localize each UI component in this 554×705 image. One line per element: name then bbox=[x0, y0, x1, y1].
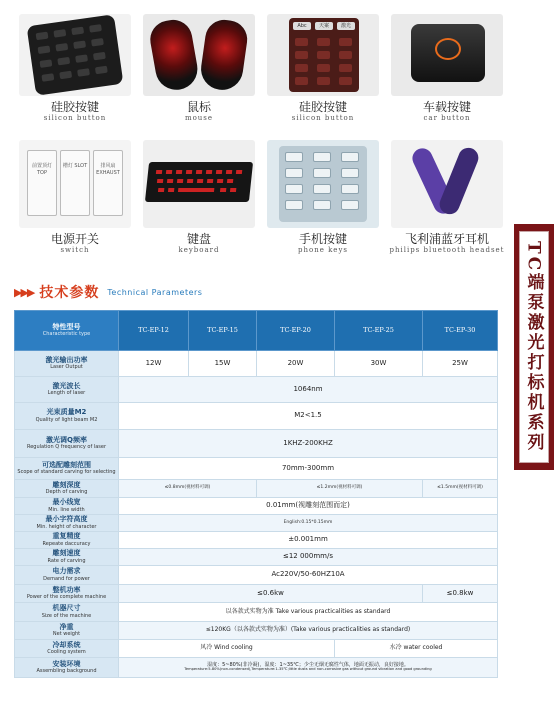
power-value: 12W bbox=[119, 351, 189, 377]
depth-value: ≤0.8mm(视材料可调) bbox=[119, 480, 257, 498]
model-cell: TC-EP-30 bbox=[423, 311, 498, 351]
car-button-photo bbox=[391, 14, 503, 96]
model-cell: TC-EP-20 bbox=[257, 311, 335, 351]
row-label: 激光调Q频率 Regulation Q frequency of laser bbox=[15, 430, 119, 458]
mouse-photo bbox=[143, 14, 255, 96]
row-label: 整机功率 Power of the complete machine bbox=[15, 585, 119, 603]
spec-row-min-width bbox=[15, 498, 498, 515]
spec-row-power bbox=[15, 351, 498, 377]
spec-row-quality bbox=[15, 403, 498, 430]
spec-table bbox=[14, 310, 498, 678]
spec-row-size bbox=[15, 603, 498, 622]
product-name-en: silicon button bbox=[291, 114, 355, 122]
row-label: 光束质量M2 Quality of light beam M2 bbox=[15, 403, 119, 430]
row-label: 雕刻速度 Rate of carving bbox=[15, 549, 119, 566]
headset-photo bbox=[391, 140, 503, 228]
product-name-cn: 鼠标 bbox=[186, 100, 211, 114]
switch-label-top: 前置顶灯 TOP bbox=[31, 163, 52, 176]
keyboard-photo bbox=[143, 140, 255, 228]
model-cell: TC-EP-15 bbox=[189, 311, 257, 351]
speed-value: ≤12 000mm/s bbox=[119, 549, 498, 566]
spec-row-demand bbox=[15, 566, 498, 585]
weight-value: ≤120KG（以各款式实物为准）(Take various practicalities as standard) bbox=[119, 622, 498, 640]
product-name-cn: 硅胶按键 bbox=[298, 100, 347, 114]
gallery-row-1 bbox=[16, 14, 506, 132]
product-name-en: switch bbox=[60, 246, 90, 254]
product-headset bbox=[388, 140, 506, 270]
spec-row-repeat bbox=[15, 532, 498, 549]
product-name-cn: 手机按键 bbox=[298, 232, 347, 246]
spec-row-environment bbox=[15, 658, 498, 678]
spec-row-min-char bbox=[15, 515, 498, 532]
cooling-value: 风冷 Wind cooling bbox=[119, 640, 335, 658]
size-value: 以各款式实物为准 Take various practicalities as standard bbox=[119, 603, 498, 622]
product-name-cn: 飞利浦蓝牙耳机 bbox=[404, 232, 489, 246]
repeat-value: ±0.001mm bbox=[119, 532, 498, 549]
product-car-button bbox=[388, 14, 506, 132]
series-title: TC端泵激光打标机系列 bbox=[523, 240, 544, 454]
environment-line-cn: 湿度：5~80%(非冷凝)，温度：1~35℃；少尘无烟无腐性气体，地面无振动，良好接地。 bbox=[207, 661, 409, 668]
spec-row-frequency bbox=[15, 430, 498, 458]
series-side-tab bbox=[514, 224, 554, 470]
range-value: 70mm-300mm bbox=[119, 458, 498, 480]
power-value: 25W bbox=[423, 351, 498, 377]
product-keyboard bbox=[140, 140, 258, 270]
product-name-en: philips bluetooth headset bbox=[389, 246, 505, 254]
row-label: 最小字符高度 Min. height of character bbox=[15, 515, 119, 532]
product-gallery bbox=[16, 14, 506, 270]
product-name-en: car button bbox=[423, 114, 471, 122]
phone-keys-photo bbox=[267, 140, 379, 228]
silicon-button-photo bbox=[19, 14, 131, 96]
row-label: 可选配雕刻范围 Scope of standard carving for selecting bbox=[15, 458, 119, 480]
row-label: 安装环境 Assembling background bbox=[15, 658, 119, 678]
row-label: 重复精度 Repeate daccuracy bbox=[15, 532, 119, 549]
model-cell: TC-EP-12 bbox=[119, 311, 189, 351]
model-cell: TC-EP-25 bbox=[335, 311, 423, 351]
spec-row-range bbox=[15, 458, 498, 480]
power-value: 20W bbox=[257, 351, 335, 377]
product-name-cn: 车载按键 bbox=[422, 100, 471, 114]
frequency-value: 1KHZ-200KHZ bbox=[119, 430, 498, 458]
machine-power-value: ≤0.6kw bbox=[119, 585, 423, 603]
product-name-cn: 电源开关 bbox=[50, 232, 99, 246]
triple-arrow-icon: ▶▶▶ bbox=[14, 285, 34, 299]
product-silicon-button-black bbox=[16, 14, 134, 132]
cooling-value: 水冷 water cooled bbox=[335, 640, 498, 658]
min-char-value: English:0.15*0.15mm bbox=[119, 515, 498, 532]
fan-icon bbox=[435, 38, 461, 60]
product-name-en: silicon button bbox=[43, 114, 107, 122]
switch-label-exhaust: 排风扇 EXHAUST bbox=[96, 163, 120, 176]
silicon-button-photo: Abc 天案 激光 bbox=[267, 14, 379, 96]
section-title-en: Technical Parameters bbox=[107, 287, 203, 297]
row-label: 雕刻深度 Depth of carving bbox=[15, 480, 119, 498]
gallery-row-2 bbox=[16, 140, 506, 270]
switch-photo bbox=[19, 140, 131, 228]
switch-label-slot: 槽灯 SLOT bbox=[62, 163, 88, 169]
product-name-cn: 键盘 bbox=[186, 232, 211, 246]
min-width-value: 0.01mm(视雕刻范围而定) bbox=[119, 498, 498, 515]
product-silicon-button-red bbox=[264, 14, 382, 132]
header-label: 特性型号 Characteristic type bbox=[15, 311, 119, 351]
quality-value: M2<1.5 bbox=[119, 403, 498, 430]
power-value: 30W bbox=[335, 351, 423, 377]
product-switch bbox=[16, 140, 134, 270]
spec-header-row bbox=[15, 311, 498, 351]
row-label: 机器尺寸 Size of the machine bbox=[15, 603, 119, 622]
environment-value bbox=[119, 658, 498, 678]
depth-value: ≤1.2mm(视材料可调) bbox=[257, 480, 423, 498]
spec-row-depth bbox=[15, 480, 498, 498]
depth-value: ≤1.5mm(视材料可调) bbox=[423, 480, 498, 498]
row-label: 激光输出功率 Laser Output bbox=[15, 351, 119, 377]
environment-line-en: Temperature:5-80%(non-condensed),Temperature:1-35℃;little dusts and non-corrosive gas without ground vibration and good grounding bbox=[184, 667, 432, 672]
spec-row-weight bbox=[15, 622, 498, 640]
product-name-cn: 硅胶按键 bbox=[50, 100, 99, 114]
section-title-cn: 技术参数 bbox=[39, 285, 100, 301]
product-name-en: mouse bbox=[184, 114, 214, 122]
spec-row-wavelength bbox=[15, 377, 498, 403]
spec-table-wrap bbox=[14, 310, 497, 678]
section-header bbox=[14, 282, 494, 302]
spec-row-cooling bbox=[15, 640, 498, 658]
spec-row-machine-power bbox=[15, 585, 498, 603]
row-label: 最小线宽 Min. line width bbox=[15, 498, 119, 515]
row-label: 冷却系统 Cooling system bbox=[15, 640, 119, 658]
power-value: 15W bbox=[189, 351, 257, 377]
spec-row-speed bbox=[15, 549, 498, 566]
product-name-en: phone keys bbox=[297, 246, 348, 254]
product-mouse bbox=[140, 14, 258, 132]
product-name-en: keyboard bbox=[178, 246, 220, 254]
product-phone-keys bbox=[264, 140, 382, 270]
machine-power-value: ≤0.8kw bbox=[423, 585, 498, 603]
demand-value: Ac220V/50-60HZ10A bbox=[119, 566, 498, 585]
row-label: 净重 Net weight bbox=[15, 622, 119, 640]
row-label: 激光波长 Length of laser bbox=[15, 377, 119, 403]
wavelength-value: 1064nm bbox=[119, 377, 498, 403]
row-label: 电力需求 Demand for power bbox=[15, 566, 119, 585]
